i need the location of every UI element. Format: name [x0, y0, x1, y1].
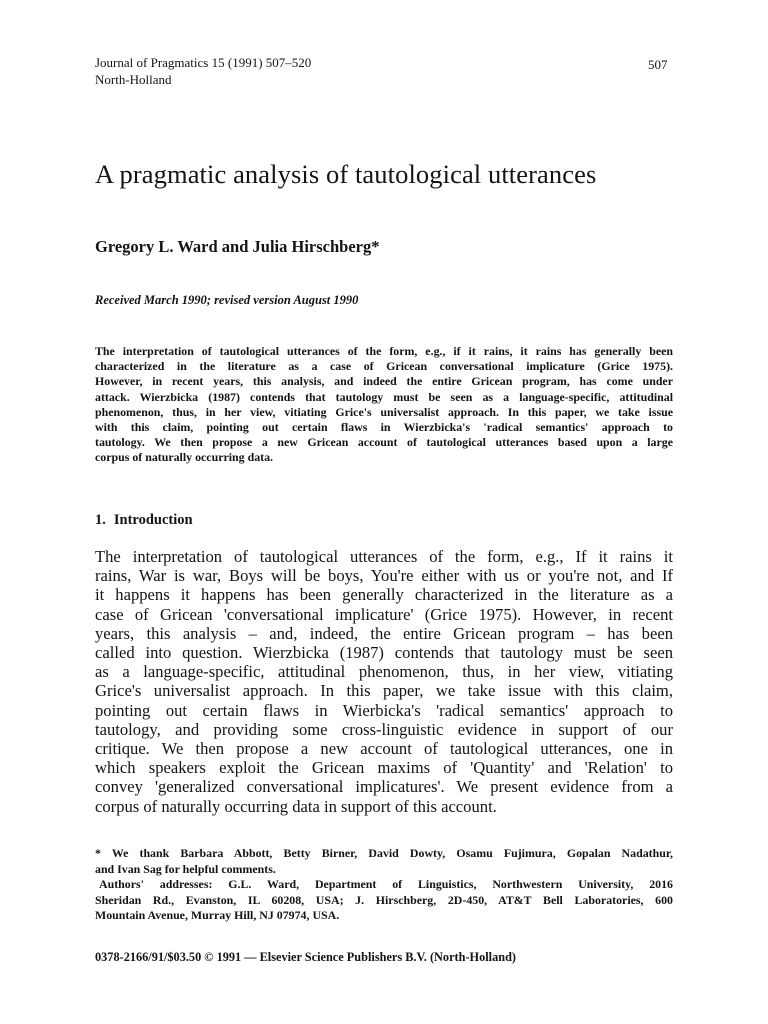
footnote-line: Mountain Avenue, Murray Hill, NJ 07974, USA.: [95, 908, 340, 923]
footnote-line: and Ivan Sag for helpful comments.: [95, 861, 276, 876]
body-line: critique. We then propose a new account of tautological utterances, one in: [95, 739, 673, 759]
footnote-line: Sheridan Rd., Evanston, IL 60208, USA; J. Hirschberg, 2D-450, AT&T Bell Laboratories, 600: [95, 892, 673, 907]
body-line: years, this analysis – and, indeed, the entire Gricean program – has been: [95, 623, 673, 643]
body-line: Grice's universalist approach. In this paper, we take issue with this claim,: [95, 681, 673, 701]
body-line: The interpretation of tautological utterances of the form, e.g., If it rains it: [95, 547, 673, 566]
abstract-line: However, in recent years, this analysis, and indeed the entire Gricean program, has come under: [95, 374, 673, 389]
body-line: as a language-specific, attitudinal phenomenon, thus, in her view, vitiating: [95, 662, 673, 682]
journal-citation: Journal of Pragmatics 15 (1991) 507–520: [95, 55, 312, 70]
received-dates: Received March 1990; revised version August 1990: [95, 293, 359, 307]
body-line: convey 'generalized conversational implicatures'. We present evidence from a: [95, 777, 673, 797]
copyright-line: 0378-2166/91/$03.50 © 1991 — Elsevier Science Publishers B.V. (North-Holland): [95, 950, 517, 964]
abstract-line: The interpretation of tautological utterances of the form, e.g., if it rains, it rains has generally been: [95, 344, 673, 358]
body-text: [95, 547, 673, 816]
abstract-line: corpus of naturally occurring data.: [95, 450, 274, 465]
body-line: tautology, and providing some cross-linguistic evidence in support of our: [95, 719, 673, 739]
footnote-line: * We thank Barbara Abbott, Betty Birner, David Dowty, Osamu Fujimura, Gopalan Nadathur,: [95, 846, 673, 860]
body-line: corpus of naturally occurring data in support of this account.: [95, 796, 497, 816]
publisher-name: North-Holland: [95, 72, 172, 87]
body-line: rains, War is war, Boys will be boys, You're either with us or you're not, and If: [95, 566, 673, 586]
abstract-line: attack. Wierzbicka (1987) contends that tautology must be seen as a language-specific, attitudinal: [95, 389, 673, 404]
page-number: 507: [648, 57, 668, 72]
body-line: called into question. Wierzbicka (1987) contends that tautology must be seen: [95, 643, 673, 663]
body-line: case of Gricean 'conversational implicature' (Grice 1975). However, in recent: [95, 604, 673, 624]
abstract-line: characterized in the literature as a case of Gricean conversational implicature (Grice 1975).: [95, 359, 673, 374]
footnote-line: Authors' addresses: G.L. Ward, Department of Linguistics, Northwestern University, 2016: [99, 877, 673, 892]
footnote: [95, 846, 673, 924]
body-line: pointing out certain flaws in Wierbicka's 'radical semantics' approach to: [95, 700, 673, 720]
body-line: which speakers exploit the Gricean maxims of 'Quantity' and 'Relation' to: [95, 758, 673, 778]
section-title: Introduction: [113, 512, 193, 528]
section-heading: [95, 511, 193, 529]
abstract-line: tautology. We then propose a new Gricean account of tautological utterances based upon a large: [95, 435, 673, 450]
article-title: A pragmatic analysis of tautological utterances: [95, 159, 597, 189]
abstract-line: phenomenon, thus, in her view, vitiating Grice's universalist approach. In this paper, we take issue: [95, 404, 673, 419]
article-authors: Gregory L. Ward and Julia Hirschberg*: [95, 237, 380, 256]
body-line: it happens it happens has been generally characterized in the literature as a: [95, 585, 673, 605]
section-number: 1.: [95, 512, 106, 528]
abstract: [95, 344, 673, 466]
abstract-line: with this claim, pointing out certain flaws in Wierzbicka's 'radical semantics' approach to: [95, 420, 673, 435]
